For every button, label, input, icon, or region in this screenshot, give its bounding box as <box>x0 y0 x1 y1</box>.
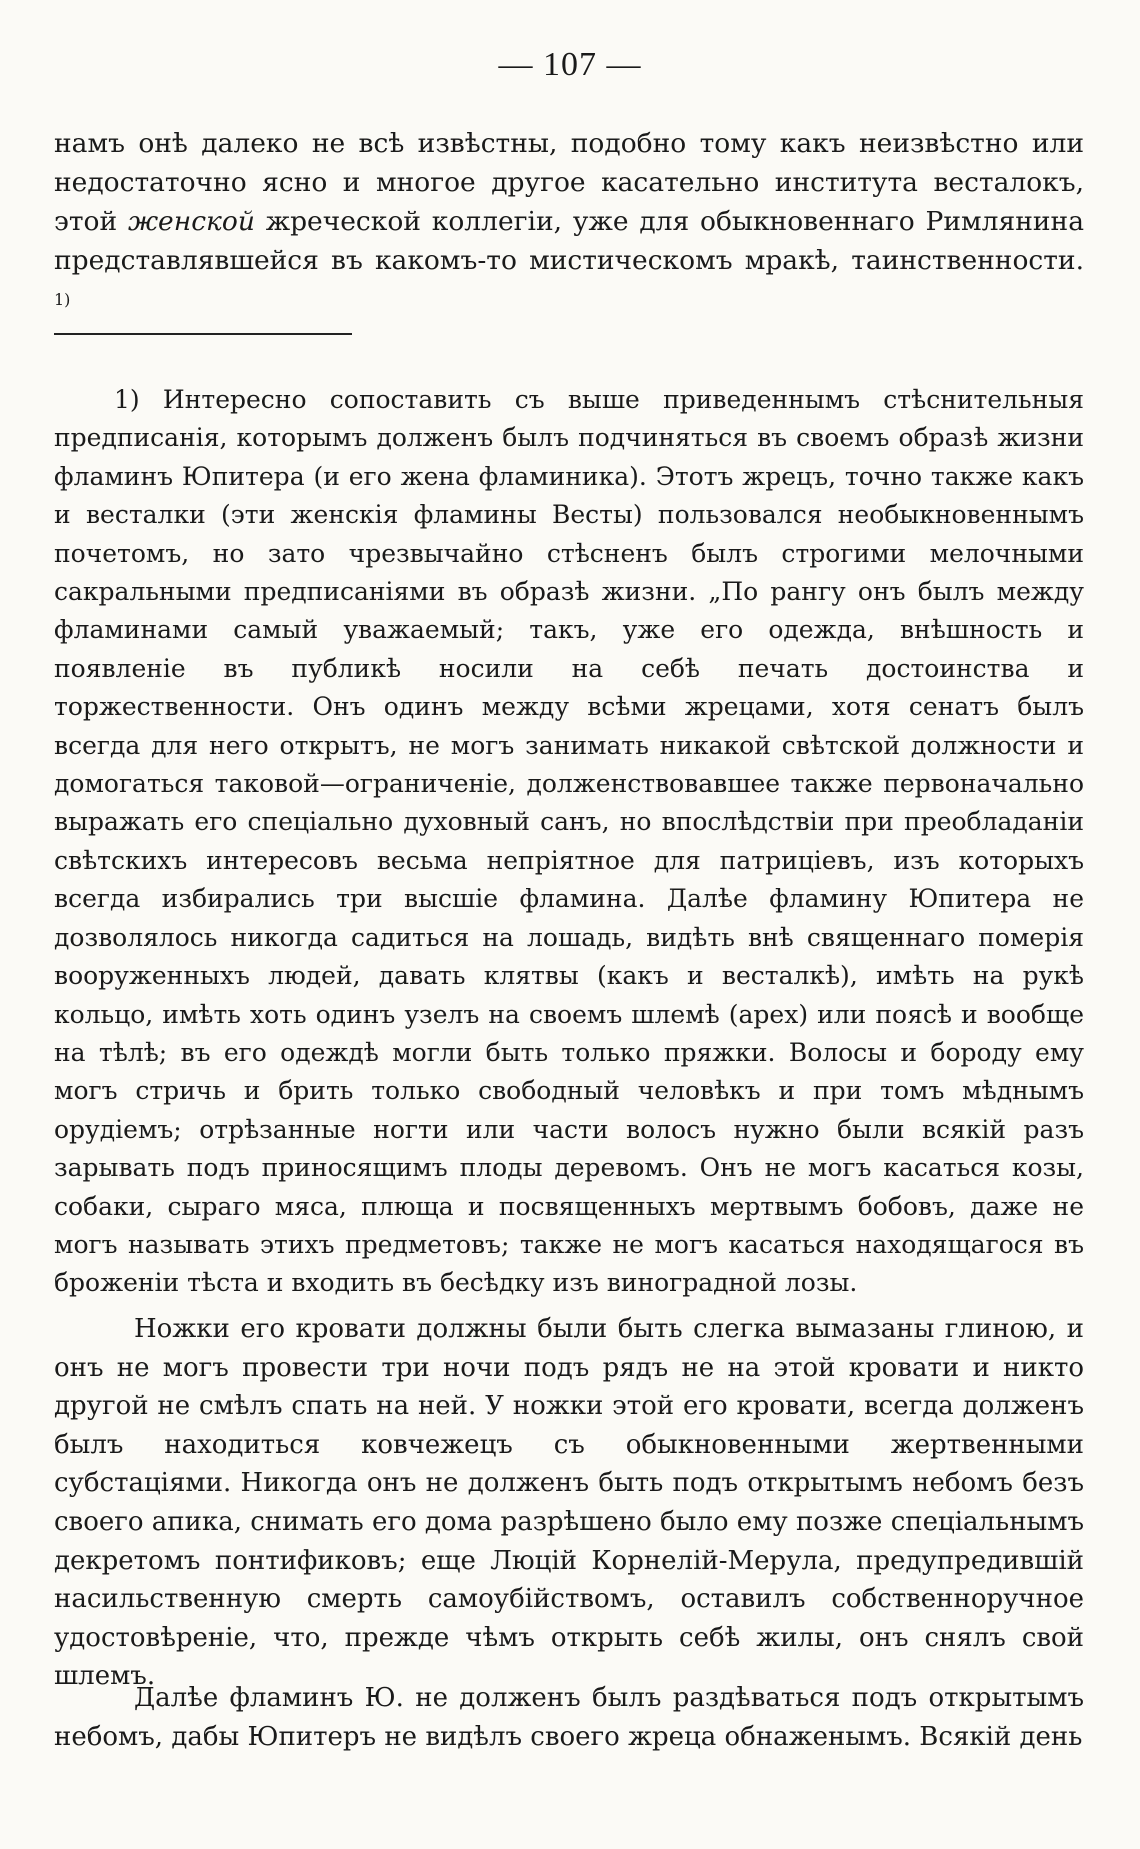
footnote-text: Интересно сопоставить съ выше приведеннымъ стѣснительныя предписанія, которымъ долженъ былъ подчиняться въ своемъ образѣ жизни фламинъ Юпитера (и его жена фламиника). Этотъ жрецъ, точно также какъ и весталки (эти женскія фламины Весты) пользовался необыкновеннымъ почетомъ, но зато чрезвычайно стѣсненъ былъ строгими мелочными сакральными предписаніями въ образѣ жизни. „По рангу онъ былъ между фламинами самый уважаемый; такъ, уже его одежда, внѣшность и появленіе въ публикѣ носили на себѣ печать достоинства и торжественности. Онъ одинъ между всѣми жрецами, хотя сенатъ былъ всегда для него открытъ, не могъ занимать никакой свѣтской должности и домогаться таковой—ограниченіе, долженствовавшее также первоначально выражать его спеціально духовный санъ, но впослѣдствіи при преобладаніи свѣтскихъ интересовъ весьма непріятное для патриціевъ, изъ которыхъ всегда избирались три высшіе фламина. Далѣе фламину Юпитера не дозволялось никогда садиться на лошадь, видѣть внѣ священнаго померія вооруженныхъ людей, давать клятвы (какъ и весталкѣ), имѣть на рукѣ кольцо, имѣть хоть одинъ узелъ на своемъ шлемѣ (apex) или поясѣ и вообще на тѣлѣ; въ его одеждѣ могли быть только пряжки. Волосы и бороду ему могъ стричь и брить только свободный человѣкъ и при томъ мѣднымъ орудіемъ; отрѣзанные ногти или части волосъ нужно были всякій разъ зарывать подъ приносящимъ плоды деревомъ. Онъ не могъ касаться козы, собаки, сыраго мяса, плюща и посвященныхъ мертвымъ бобовъ, даже не могъ называть этихъ предметовъ; также не могъ касаться находящагося въ броженіи тѣста и входить въ бесѣдку изъ виноградной лозы. <box>54 385 1084 1298</box>
paragraph-3 <box>54 1679 1084 1756</box>
paragraph-2 <box>54 1310 1084 1696</box>
paragraph-3-text: Далѣе фламинъ Ю. не долженъ былъ раздѣваться подъ открытымъ небомъ, дабы Юпитеръ не видѣлъ своего жреца обнаженымъ. Всякій день <box>54 1683 1084 1752</box>
paragraph-2-text: Ножки его кровати должны были быть слегка вымазаны глиною, и онъ не могъ провести три ночи подъ рядъ не на этой кровати и никто другой не смѣлъ спать на ней. У ножки этой его кровати, всегда долженъ былъ находиться ковчежецъ съ обыкновенными жертвенными субстаціями. Никогда онъ не долженъ быть подъ открытымъ небомъ безъ своего апика, снимать его дома разрѣшено было ему позже спеціальнымъ декретомъ понтификовъ; еще Люцій Корнелій-Мерула, предупредившій насильственную смерть самоубійствомъ, оставилъ собственноручное удостовѣреніе, что, прежде чѣмъ открыть себѣ жилы, онъ снялъ свой шлемъ. <box>54 1314 1084 1692</box>
emphasized-word: женской <box>127 206 255 237</box>
page-number: — 107 — <box>498 46 642 83</box>
footnote-separator <box>54 333 352 335</box>
top-paragraph <box>54 124 1084 328</box>
footnote-marker: 1) <box>114 385 140 414</box>
top-text-part-2: жреческой коллегіи, уже для обыкновеннаго Римлянина представлявшейся въ какомъ-то мистическомъ мракѣ, таинственности. <box>54 206 1084 276</box>
footnote <box>54 381 1084 1303</box>
top-text-part-1: намъ онѣ далеко не всѣ извѣстны, подобно тому какъ неизвѣстно или недостаточно ясно и многое другое касательно института весталокъ, этой <box>54 128 1084 237</box>
footnote-reference: 1) <box>54 290 71 309</box>
